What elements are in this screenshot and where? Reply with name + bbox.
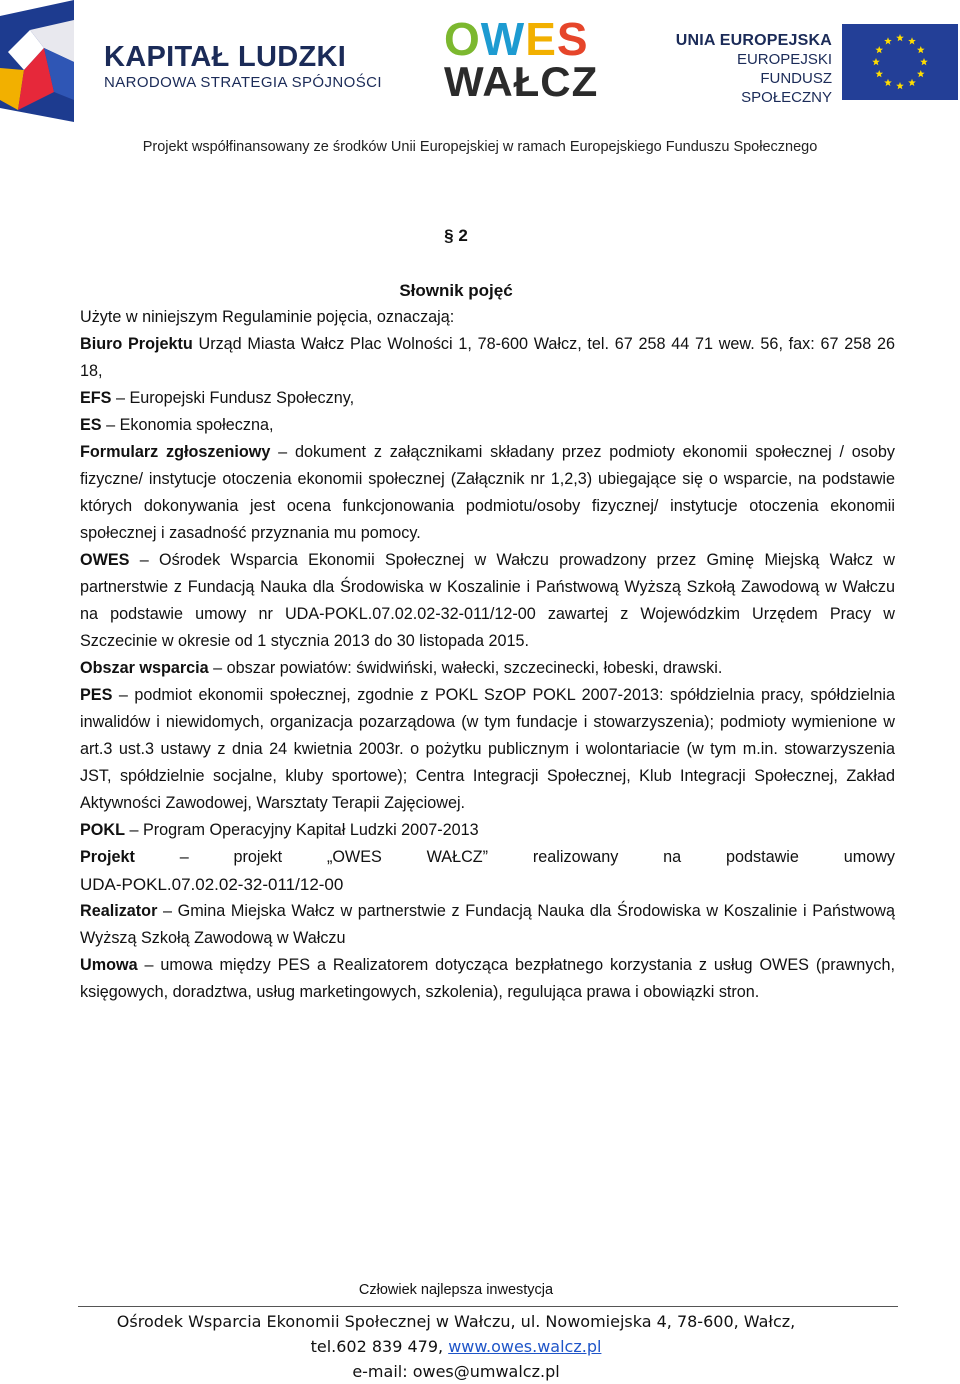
def-biuro: Biuro Projektu Urząd Miasta Wałcz Plac Wolności 1, 78-600 Wałcz, tel. 67 258 44 71 wew. 56, fax: 67 258 26 18, xyxy=(80,335,895,380)
term: Projekt xyxy=(80,848,135,866)
website-link[interactable]: www.owes.walcz.pl xyxy=(448,1337,602,1356)
intro-text: Użyte w niniejszym Regulaminie pojęcia, oznaczają: xyxy=(80,308,455,326)
def-pes: PES – podmiot ekonomii społecznej, zgodnie z POKL SzOP POKL 2007-2013: spółdzielnia pracy, spółdzielnia inwalidów i niewidomych, organizacja pozarządowa (w tym fundacje i stowarzyszenia); podmioty wymienione w art.3 ust.3 ustawy z dnia 24 kwietnia 2003r. o pożytku publicznym i wolontariacie (w tym m.in. stowarzyszenia JST, spółdzielnie socjalne, kluby sportowe); Centra Integracji Społecznej, Klub Integracji Społecznej, Zakład Aktywności Zawodowej, Warsztaty Terapii Zajęciowej. xyxy=(80,686,895,812)
eu-line2: FUNDUSZ SPOŁECZNY xyxy=(741,70,832,106)
section-number: § 2 xyxy=(444,226,468,245)
term: OWES xyxy=(80,551,130,569)
section-title: Słownik pojęć xyxy=(399,281,513,300)
def-pokl: POKL – Program Operacyjny Kapitał Ludzki 2007-2013 xyxy=(80,821,479,839)
footer-address-line: Ośrodek Wsparcia Ekonomii Społecznej w Wałczu, ul. Nowomiejska 4, 78-600, Wałcz, xyxy=(116,1312,796,1331)
def-umowa: Umowa – umowa między PES a Realizatorem dotycząca bezpłatnego korzystania z usług OWES (prawnych, księgowych, doradztwa, usług marketingowych, szkolenia), regulująca prawa i obowiązki stron. xyxy=(80,956,895,1001)
term: Umowa xyxy=(80,956,138,974)
term: PES xyxy=(80,686,113,704)
kapital-ludzki-text xyxy=(104,42,382,91)
term: Formularz zgłoszeniowy xyxy=(80,443,271,461)
footer-divider xyxy=(78,1306,898,1307)
term: Realizator xyxy=(80,902,158,920)
def-formularz: Formularz zgłoszeniowy – dokument z załącznikami składany przez podmioty ekonomii społecznej / osoby fizyczne/ instytucje otoczenia ekonomii społecznej (Załącznik nr 1,2,3) ubiegające się o wsparcie, na podstawie których dokonywania jest ocena funkcjonowania podmiotu/osoby fizycznej/ instytucje otoczenia ekonomii społecznej i zasadność przyznania mu pomocy. xyxy=(80,443,895,542)
kl-subtitle: NARODOWA STRATEGIA SPÓJNOŚCI xyxy=(104,74,382,91)
footer-phone: tel.602 839 479, xyxy=(310,1337,449,1356)
def-efs: EFS – Europejski Fundusz Społeczny, xyxy=(80,389,355,407)
walcz-wordmark: WAŁCZ xyxy=(444,58,599,105)
footer-motto: Człowiek najlepsza inwestycja xyxy=(358,1282,554,1298)
term: POKL xyxy=(80,821,125,839)
footer-address xyxy=(0,1309,912,1384)
owes-wordmark: OWES xyxy=(444,13,589,65)
term: ES xyxy=(80,416,102,434)
def-projekt: Projekt – projekt „OWES WAŁCZ” realizowany na podstawie umowy xyxy=(80,848,895,866)
kapital-ludzki-logo-icon xyxy=(0,0,80,122)
term: EFS xyxy=(80,389,112,407)
eu-title: UNIA EUROPEJSKA xyxy=(675,32,832,49)
eu-text xyxy=(672,32,832,107)
def-projekt-number: UDA-POKL.07.02.02-32-011/12-00 xyxy=(80,875,344,894)
def-realizator: Realizator – Gmina Miejska Wałcz w partnerstwie z Fundacją Nauka dla Środowiska w Koszalinie i Państwową Wyższą Szkołą Zawodową w Wałczu xyxy=(80,902,895,947)
owes-walcz-logo xyxy=(444,13,599,105)
kl-title: KAPITAŁ LUDZKI xyxy=(104,41,347,73)
term: Biuro Projektu xyxy=(80,335,193,353)
footer-contact-line xyxy=(0,1334,912,1359)
def-es: ES – Ekonomia społeczna, xyxy=(80,416,274,434)
def-owes: OWES – Ośrodek Wsparcia Ekonomii Społecznej w Wałczu prowadzony przez Gminę Miejską Wałcz w partnerstwie z Fundacją Nauka dla Środowiska w Koszalinie i Państwową Wyższą Szkołą Zawodową w Wałczu na podstawie umowy nr UDA-POKL.07.02.02-32-011/12-00 zawartej z Wojewódzkim Urzędem Pracy w Szczecinie w okresie od 1 stycznia 2013 do 30 listopada 2015. xyxy=(80,551,895,650)
eu-flag-icon xyxy=(842,24,958,100)
header xyxy=(0,0,960,155)
eu-line1: EUROPEJSKI xyxy=(736,51,832,68)
term: Obszar wsparcia xyxy=(80,659,209,677)
footer-email: e-mail: owes@umwalcz.pl xyxy=(352,1362,560,1381)
def-obszar: Obszar wsparcia – obszar powiatów: świdwiński, wałecki, szczecinecki, łobeski, drawski. xyxy=(80,659,723,677)
cofinancing-line: Projekt współfinansowany ze środków Unii Europejskiej w ramach Europejskiego Funduszu Społecznego xyxy=(142,139,818,155)
glossary-content xyxy=(80,304,895,1006)
